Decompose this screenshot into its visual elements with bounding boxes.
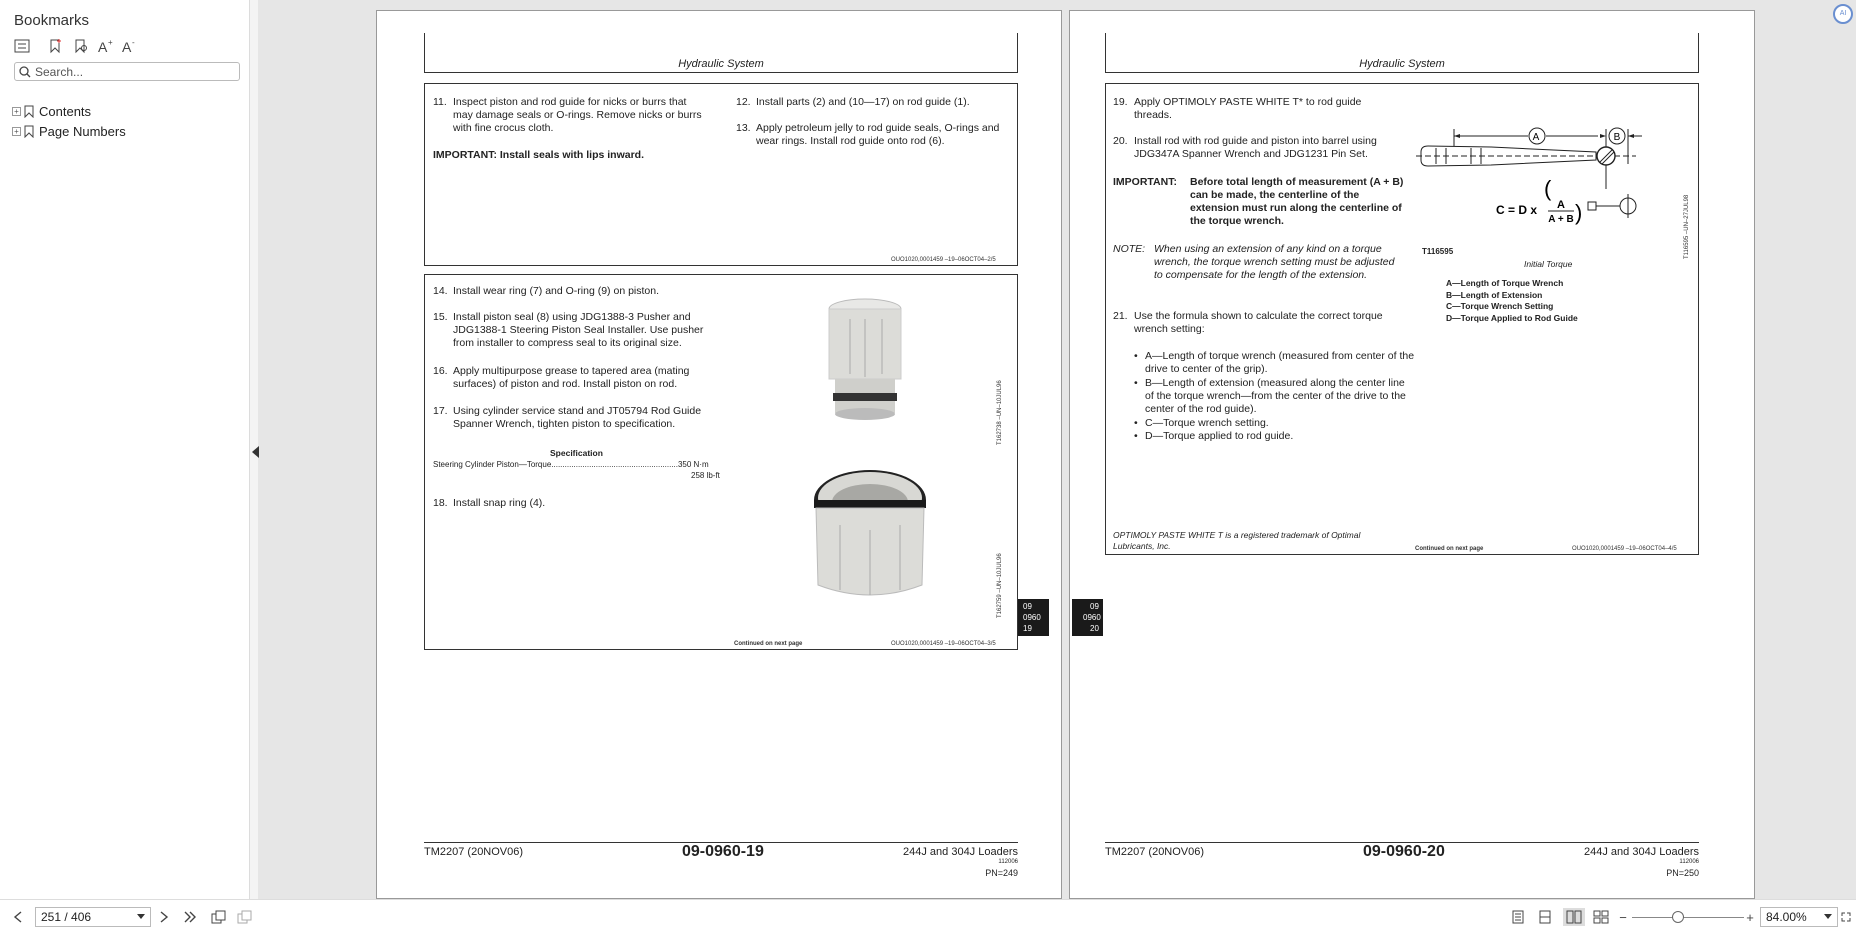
bookmark-icon	[24, 125, 34, 138]
spec-title: Specification	[550, 448, 603, 458]
bookmark-label: Page Numbers	[39, 123, 126, 139]
single-page-icon[interactable]	[1509, 908, 1527, 926]
continued-note: Continued on next page	[734, 641, 803, 647]
doc-code: OUO1020,0001459 –19–06OCT04–3/5	[891, 641, 996, 647]
add-bookmark-icon[interactable]	[46, 36, 66, 56]
step-text: Install parts (2) and (10—17) on rod guide (1).	[756, 96, 970, 108]
step-number: 16.	[433, 365, 448, 377]
bullet-icon: •	[1134, 417, 1138, 429]
note-text: When using an extension of any kind on a torque wrench, the torque wrench setting must be adjusted to compensate for the length of the extension.	[1154, 243, 1395, 281]
piston-photo	[810, 455, 930, 615]
footer-date-code: 112006	[998, 859, 1018, 865]
step-text: Inspect piston and rod guide for nicks or burrs that may damage seals or O-rings. Remove nicks or burrs with fine crocus cloth.	[453, 96, 702, 134]
fraction-numerator: A	[1557, 199, 1565, 211]
page-header: Hydraulic System	[678, 58, 764, 70]
bullet-icon: •	[1134, 350, 1138, 362]
step-text: Install piston seal (8) using JDG1388-3 Pusher and JDG1388-1 Steering Piston Seal Installer. Use pusher from installer to compress seal to its original size.	[453, 311, 704, 349]
collapse-panel-icon[interactable]	[252, 446, 259, 458]
fraction-denominator: A + B	[1548, 214, 1574, 225]
bookmark-label: Contents	[39, 103, 92, 119]
bullet-item: C—Torque wrench setting.	[1145, 417, 1269, 429]
next-page-icon[interactable]	[156, 908, 172, 926]
spec-row: Steering Cylinder Piston—Torque.........................................................350 N·m	[433, 460, 709, 469]
instruction-block	[1105, 83, 1699, 555]
page-20	[1069, 10, 1755, 899]
legend-item: C—Torque Wrench Setting	[1446, 301, 1554, 311]
step-text: Apply OPTIMOLY PASTE WHITE T* to rod guide threads.	[1134, 96, 1362, 121]
image-code: T162738 –UN–10JUL96	[997, 380, 1003, 445]
svg-text:A: A	[122, 39, 132, 54]
two-page-continuous-icon[interactable]	[1592, 908, 1610, 926]
expand-icon[interactable]: +	[12, 127, 21, 136]
bookmark-icon	[24, 105, 34, 118]
page-number-value: 251 / 406	[41, 910, 92, 924]
legend-item: D—Torque Applied to Rod Guide	[1446, 312, 1578, 323]
list-icon[interactable]	[12, 36, 32, 56]
footer-page-number: 09-0960-20	[1363, 843, 1445, 860]
step-number: 15.	[433, 311, 448, 323]
zoom-select[interactable]	[1760, 907, 1838, 927]
rod-guide-photo	[810, 289, 920, 429]
svg-text:+: +	[108, 38, 113, 47]
important-note: IMPORTANT: Install seals with lips inward.	[433, 149, 645, 161]
formula: C = D x	[1496, 203, 1538, 217]
chevron-down-icon	[137, 914, 145, 919]
doc-code: OUO1020,0001459 –19–06OCT04–4/5	[1572, 546, 1677, 552]
zoom-value: 84.00%	[1766, 910, 1807, 924]
step-number: 20.	[1113, 135, 1128, 147]
find-bookmark-icon[interactable]	[71, 36, 91, 56]
svg-text:): )	[1575, 200, 1583, 225]
bullet-item: A—Length of torque wrench (measured from center of the drive to center of the grip).	[1145, 350, 1415, 375]
image-code: T116595 –UN–27JUL98	[1684, 194, 1690, 259]
figure-caption: Initial Torque	[1524, 259, 1573, 269]
step-number: 21.	[1113, 310, 1128, 322]
instruction-block	[424, 83, 1018, 266]
step-number: 13.	[736, 122, 751, 134]
page-number-select[interactable]	[35, 907, 151, 927]
doc-code: OUO1020,0001459 –19–06OCT04–2/5	[891, 257, 996, 263]
zoom-in-icon[interactable]: +	[1746, 909, 1754, 925]
last-page-icon[interactable]	[181, 908, 199, 926]
bullet-icon: •	[1134, 430, 1138, 442]
page-header: Hydraulic System	[1359, 58, 1445, 70]
search-placeholder: Search...	[35, 64, 84, 79]
important-text: Before total length of measurement (A + B) can be made, the centerline of the extension must run along the centerline of the torque wrench.	[1190, 176, 1404, 227]
chevron-down-icon	[1824, 914, 1832, 919]
step-text: Install wear ring (7) and O-ring (9) on piston.	[453, 285, 660, 297]
spec-value-imperial: 258 lb-ft	[691, 471, 720, 480]
bullet-icon: •	[1134, 377, 1138, 389]
section-tab: 09 0960 19	[1018, 599, 1049, 636]
step-number: 19.	[1113, 96, 1128, 108]
bookmarks-panel	[0, 0, 250, 899]
panel-title: Bookmarks	[14, 12, 90, 29]
important-label: IMPORTANT:	[1113, 176, 1177, 188]
section-tab: 09 0960 20	[1072, 599, 1103, 636]
footer-manual: TM2207 (20NOV06)	[424, 846, 524, 858]
search-icon	[19, 66, 31, 78]
footer-date-code: 112006	[1679, 859, 1699, 865]
note-label: NOTE:	[1113, 243, 1146, 255]
zoom-out-icon[interactable]: −	[1619, 909, 1627, 925]
footer-model: 244J and 304J Loaders	[1584, 846, 1699, 858]
step-number: 18.	[433, 497, 448, 509]
expand-icon[interactable]: +	[12, 107, 21, 116]
step-text: Use the formula shown to calculate the correct torque wrench setting:	[1134, 310, 1383, 335]
svg-text:(: (	[1544, 176, 1552, 201]
footer-manual: TM2207 (20NOV06)	[1105, 846, 1205, 858]
step-text: Using cylinder service stand and JT05794 Rod Guide Spanner Wrench, tighten piston to specification.	[453, 405, 702, 430]
svg-text:-: -	[132, 38, 135, 47]
search-input[interactable]	[14, 62, 240, 81]
assistant-avatar-icon[interactable]: AI	[1833, 4, 1853, 24]
trademark-note: OPTIMOLY PASTE WHITE T is a registered trademark of Optimal Lubricants, Inc.	[1113, 530, 1361, 551]
two-page-icon[interactable]	[1563, 908, 1585, 926]
extract-page-icon[interactable]	[236, 908, 254, 926]
step-text: Apply petroleum jelly to rod guide seals, O-rings and wear rings. Install rod guide onto rod (6).	[756, 122, 1000, 147]
fullscreen-icon[interactable]	[1840, 908, 1852, 926]
svg-text:A: A	[98, 39, 108, 54]
step-text: Install rod with rod guide and piston into barrel using JDG347A Spanner Wrench and JDG1231 Pin Set.	[1134, 135, 1377, 160]
bullet-item: B—Length of extension (measured along the center line of the torque wrench—from the center of the drive to the center of the rod guide).	[1145, 377, 1406, 415]
page-19	[376, 10, 1062, 899]
continuous-icon[interactable]	[1536, 908, 1554, 926]
step-text: Install snap ring (4).	[453, 497, 546, 509]
image-code: T162759 –UN–10JUL96	[997, 553, 1003, 618]
label-a: A	[1532, 132, 1540, 143]
bookmark-contents[interactable]	[12, 102, 91, 120]
status-bar	[0, 899, 1856, 932]
step-number: 12.	[736, 96, 751, 108]
zoom-slider-handle[interactable]	[1672, 911, 1684, 923]
footer-page-number: 09-0960-19	[682, 843, 764, 860]
label-b: B	[1613, 132, 1621, 143]
step-text: Apply multipurpose grease to tapered area (mating surfaces) of piston and rod. Install piston on rod.	[453, 365, 690, 390]
font-larger-icon[interactable]	[96, 36, 116, 56]
torque-wrench-diagram	[1416, 124, 1656, 234]
legend-item: A—Length of Torque Wrench	[1446, 278, 1564, 288]
footer-pn: PN=250	[1666, 868, 1699, 878]
zoom-slider[interactable]	[1632, 917, 1744, 918]
footer-pn: PN=249	[985, 868, 1018, 878]
continued-note: Continued on next page	[1415, 546, 1484, 552]
bookmark-page-numbers[interactable]	[12, 122, 126, 140]
footer-model: 244J and 304J Loaders	[903, 846, 1018, 858]
bullet-item: D—Torque applied to rod guide.	[1145, 430, 1294, 442]
step-number: 11.	[433, 96, 447, 108]
instruction-block	[424, 274, 1018, 650]
prev-page-icon[interactable]	[10, 908, 26, 926]
step-number: 17.	[433, 405, 448, 417]
font-smaller-icon[interactable]	[120, 36, 140, 56]
figure-id: T116595	[1422, 247, 1454, 256]
step-number: 14.	[433, 285, 448, 297]
rotate-icon[interactable]	[210, 908, 228, 926]
legend-item: B—Length of Extension	[1446, 289, 1543, 300]
